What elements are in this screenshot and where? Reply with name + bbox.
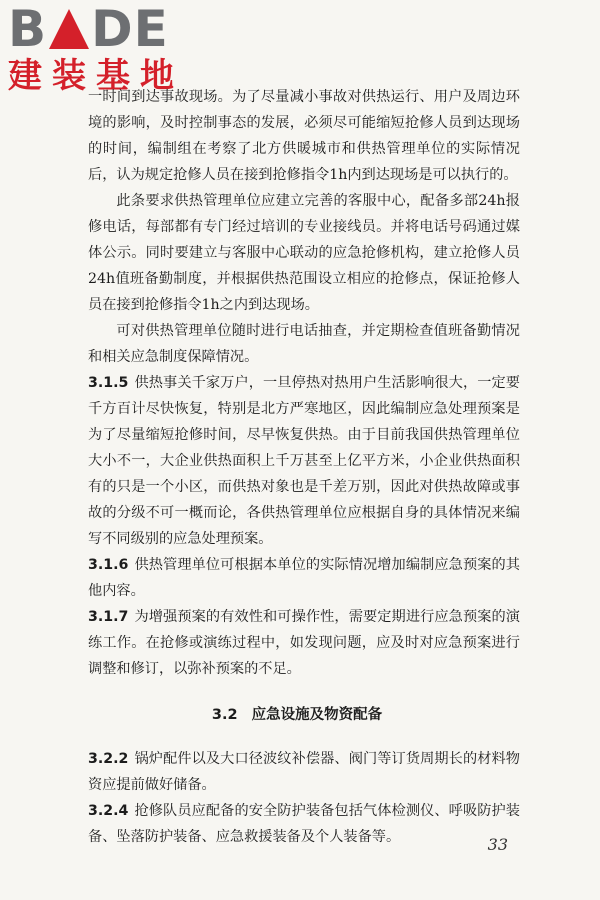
section-heading (88, 702, 520, 728)
logo-wordmark (8, 0, 188, 58)
logo-triangle-icon (49, 9, 89, 49)
page-number: 33 (487, 835, 508, 854)
section-number: 3.2 (211, 707, 238, 723)
clause-paragraph (88, 552, 520, 604)
clause-number: 3.1.6 (88, 557, 129, 573)
paragraph-text: 供热管理单位可根据本单位的实际情况增加编制应急预案的其他内容。 (88, 557, 520, 599)
clause-paragraph (88, 370, 520, 552)
clause-number: 3.1.7 (88, 609, 129, 625)
paragraph-text: 抢修队员应配备的安全防护装备包括气体检测仪、呼吸防护装备、坠落防护装备、应急救援装备及个人装备等。 (88, 803, 520, 845)
page-body (88, 84, 520, 850)
clause-paragraph (88, 798, 520, 850)
logo-wordmark-left: B (8, 0, 48, 58)
paragraph-text: 可对供热管理单位随时进行电话抽查，并定期检查值班备勤情况和相关应急制度保障情况。 (88, 323, 520, 365)
logo-tagline: 建装基地 (8, 56, 184, 96)
logo-wordmark-right: DE (91, 0, 169, 58)
paragraph (88, 318, 520, 370)
paragraph-text: 锅炉配件以及大口径波纹补偿器、阀门等订货周期长的材料物资应提前做好储备。 (88, 751, 520, 793)
paragraph-text: 供热事关千家万户，一旦停热对热用户生活影响很大，一定要千方百计尽快恢复，特别是北方严寒地区，因此编制应急处理预案是为了尽量缩短抢修时间，尽早恢复供热。由于目前我国供热管理单位大小不一，大企业供热面积上千万甚至上亿平方米，小企业供热面积有的只是一个小区，而供热对象也是千差万别，因此对供热故障或事故的分级不可一概而论，各供热管理单位应根据自身的具体情况来编写不同级别的应急处理预案。 (88, 375, 520, 547)
paragraph-text: 一时间到达事故现场。为了尽量减小事故对供热运行、用户及周边环境的影响，及时控制事态的发展，必须尽可能缩短抢修人员到达现场的时间，编制组在考察了北方供暖城市和供热管理单位的实际情况后，认为规定抢修人员在接到抢修指令1h内到达现场是可以执行的。 (88, 89, 520, 183)
clause-paragraph (88, 604, 520, 682)
clause-number: 3.2.4 (88, 803, 129, 819)
clause-number: 3.2.2 (88, 751, 129, 767)
clause-paragraph (88, 746, 520, 798)
paragraph-text: 为增强预案的有效性和可操作性，需要定期进行应急预案的演练工作。在抢修或演练过程中，如发现问题，应及时对应急预案进行调整和修订，以弥补预案的不足。 (88, 609, 520, 677)
bade-logo (8, 0, 188, 96)
paragraph (88, 188, 520, 318)
section-title: 应急设施及物资配备 (251, 707, 383, 723)
paragraph-text: 此条要求供热管理单位应建立完善的客服中心，配备多部24h报修电话，每部都有专门经过培训的专业接线员。并将电话号码通过媒体公示。同时要建立与客服中心联动的应急抢修机构，建立抢修人员24h值班备勤制度，并根据供热范围设立相应的抢修点，保证抢修人员在接到抢修指令1h之内到达现场。 (88, 193, 520, 313)
clause-number: 3.1.5 (88, 375, 129, 391)
paragraph (88, 84, 520, 188)
